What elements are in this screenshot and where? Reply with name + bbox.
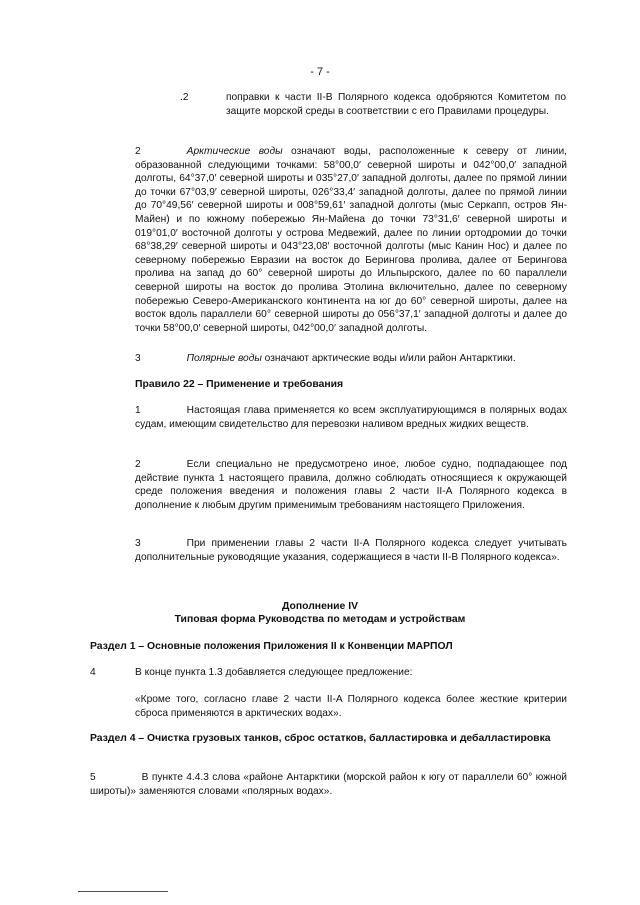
- polar-text: означают арктические воды и/или район Антарктики.: [261, 353, 516, 364]
- polar-number: 3: [135, 353, 141, 364]
- rule22-text: При применении главы 2 части II-A Полярного кодекса следует учитывать дополнительные руководящие указания, содержащиеся в части II-B Полярного кодекса».: [135, 538, 567, 563]
- rule22-heading: Правило 22 – Применение и требования: [135, 379, 344, 390]
- rule22-text: Настоящая глава применяется ко всем эксплуатирующимся в полярных водах судам, имеющим свидетельство для перевозки наливом вредных жидких веществ.: [135, 405, 567, 430]
- appendix-title: Дополнение IV: [281, 601, 359, 612]
- item5-number: 5: [90, 772, 96, 783]
- section4-heading: Раздел 4 – Очистка грузовых танков, сброс остатков, балластировка и дебалластировка: [90, 733, 551, 744]
- rule22-number: 3: [135, 538, 141, 549]
- polar-waters-paragraph: [135, 352, 567, 366]
- rule22-number: 2: [135, 459, 141, 470]
- section1-heading: Раздел 1 – Основные положения Приложения II к Конвенции МАРПОЛ: [90, 641, 453, 652]
- rule22-text: Если специально не предусмотрено иное, любое судно, подпадающее под действие пункта 1 настоящего правила, должно соблюдать относящиеся к окружающей среде положения введения и положения главы 2 части II-A Полярного кодекса в дополнение к любым другим применимым требованиям настоящего Приложения.: [135, 459, 567, 511]
- rule22-paragraph: [135, 537, 567, 564]
- arctic-term: Арктические воды: [186, 146, 283, 157]
- footer-rule: [78, 891, 168, 892]
- rule22-paragraph: [135, 458, 567, 512]
- arctic-waters-paragraph: [135, 145, 567, 335]
- arctic-number: 2: [135, 146, 141, 157]
- page-number: - 7 -: [310, 66, 330, 78]
- item5-text: В пункте 4.4.3 слова «районе Антарктики (морской район к югу от параллели 60° южной широты)» заменяются словами «полярных водах».: [90, 772, 567, 797]
- rule22-number: 1: [135, 405, 141, 416]
- item4-quote: «Кроме того, согласно главе 2 части II-A Полярного кодекса более жесткие критерии сброса применяются в арктических водах».: [135, 694, 567, 719]
- item4-text: В конце пункта 1.3 добавляется следующее предложение:: [135, 667, 413, 678]
- item4-number: 4: [90, 667, 96, 678]
- subpara-number: .2: [180, 92, 189, 103]
- appendix-subtitle: Типовая форма Руководства по методам и устройствам: [174, 614, 466, 625]
- arctic-text: означают воды, расположенные к северу от линии, образованной следующими точками: 58°00,0′ северной широты и 042°00,0′ западной долготы, 64°37,0′ северной широты и 035°27,0′ западной долготы, далее по прямой линии до точки 67°03,9′ северной широты, 026°33,4′ западной долготы, далее по прямой линии до 70°49,56′ северной широты и 008°59,61′ западной долготы (мыс Серкапп, остров Ян-Майен) и по южному побережью Ян-Майена до точки 73°31,6′ северной широты и 019°01,0′ восточной долготы у острова Медвежий, далее по линии ортодромии до точки 68°38,29′ северной широты и 043°23,08′ восточной долготы (мыс Канин Нос) и далее по северному побережью Евразии на восток до Берингова пролива, далее от Берингова пролива на запад до 60° северной широты до Ильпырского, далее по 60 параллели северной широты на восток до пролива Этолина включительно, далее по северному побережью Северо-Американского континента на юг до 60° северной широты, далее на восток вдоль параллели 60° северной широты до 056°37,1′ западной долготы и далее до точки 58°00,0′ северной широты, 042°00,0′ западной долготы.: [135, 146, 567, 334]
- subpara-text: поправки к части II-B Полярного кодекса одобряются Комитетом по защите морской среды в соответствии с его Правилами процедуры.: [226, 92, 566, 117]
- rule22-paragraph: [135, 404, 567, 431]
- polar-term: Полярные воды: [186, 353, 262, 364]
- item5-paragraph: [90, 771, 567, 798]
